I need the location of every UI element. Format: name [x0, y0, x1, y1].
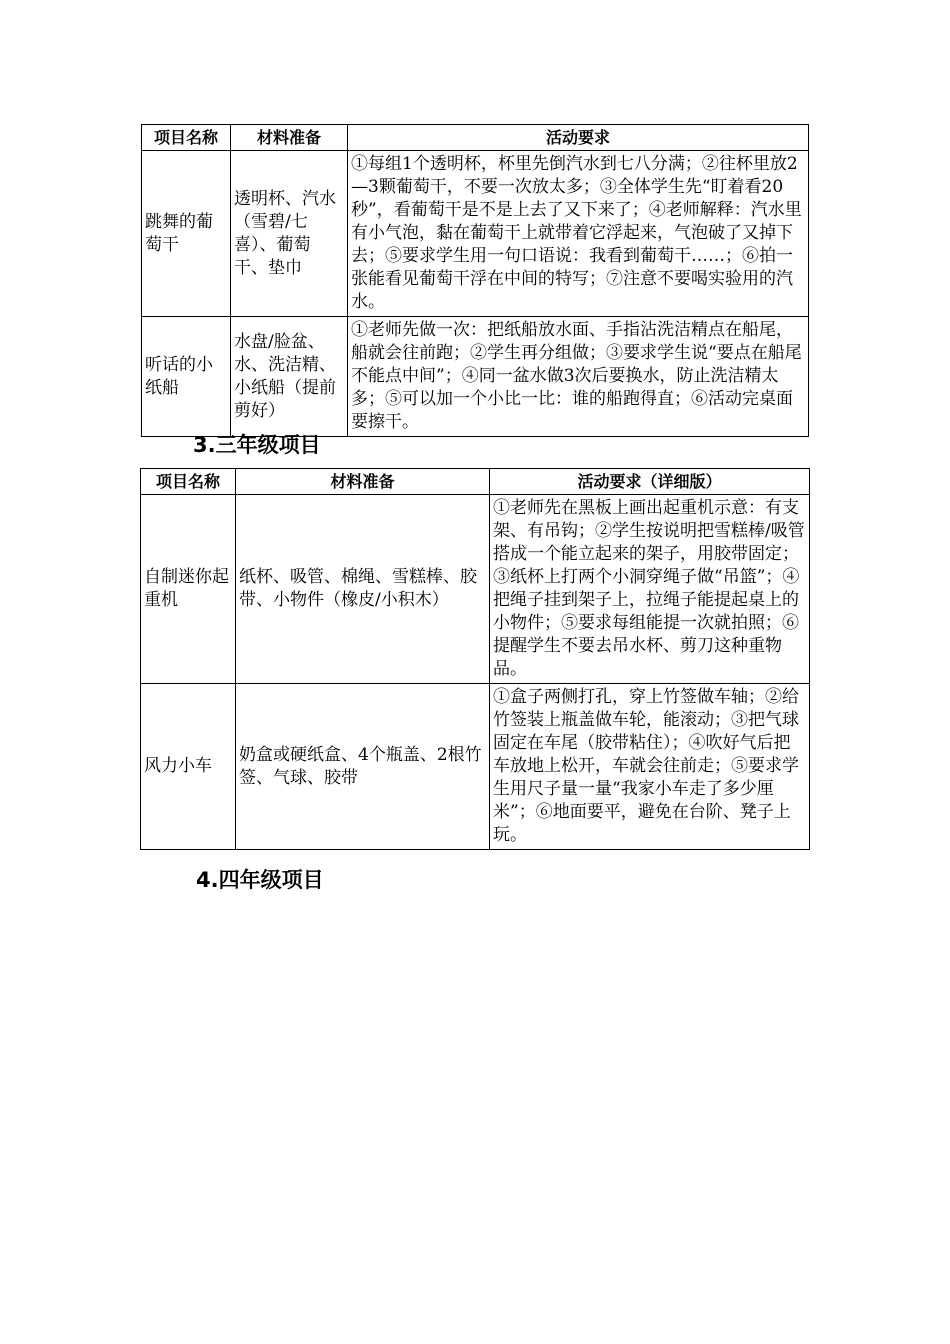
project-requirements: ①老师先在黑板上画出起重机示意：有支架、有吊钩；②学生按说明把雪糕棒/吸管搭成一个能立起来的架子，用胶带固定；③纸杯上打两个小洞穿绳子做“吊篮”；④把绳子挂到架子上，拉绳子能提起桌上的小物件；⑤要求每组能提一次就拍照；⑥提醒学生不要去吊水杯、剪刀这种重物品。 [490, 495, 810, 684]
header-requirements: 活动要求（详细版） [490, 469, 810, 495]
table-row [142, 317, 809, 437]
table-header-row [141, 469, 810, 495]
table-row [141, 684, 810, 850]
grade3-projects-table [140, 468, 810, 850]
header-materials: 材料准备 [231, 125, 348, 151]
project-requirements: ①每组1个透明杯，杯里先倒汽水到七八分满；②往杯里放2—3颗葡萄干，不要一次放太多；③全体学生先“盯着看20秒”，看葡萄干是不是上去了又下来了；④老师解释：汽水里有小气泡，黏在葡萄干上就带着它浮起来，气泡破了又掉下去；⑤要求学生用一句口语说：我看到葡萄干……；⑥拍一张能看见葡萄干浮在中间的特写；⑦注意不要喝实验用的汽水。 [348, 151, 809, 317]
project-name: 自制迷你起重机 [141, 495, 236, 684]
project-name: 风力小车 [141, 684, 236, 850]
project-requirements: ①盒子两侧打孔，穿上竹签做车轴；②给竹签装上瓶盖做车轮，能滚动；③把气球固定在车尾（胶带粘住）；④吹好气后把车放地上松开，车就会往前走；⑤要求学生用尺子量一量“我家小车走了多少厘米”；⑥地面要平，避免在台阶、凳子上玩。 [490, 684, 810, 850]
section-heading-grade3: 3.三年级项目 [193, 433, 321, 457]
project-name: 听话的小纸船 [142, 317, 231, 437]
table-row [141, 495, 810, 684]
header-requirements: 活动要求 [348, 125, 809, 151]
table-row [142, 151, 809, 317]
grade2-projects-table [141, 124, 809, 437]
project-requirements: ①老师先做一次：把纸船放水面、手指沾洗洁精点在船尾，船就会往前跑；②学生再分组做；③要求学生说“要点在船尾不能点中间”；④同一盆水做3次后要换水，防止洗洁精太多；⑤可以加一个小比一比：谁的船跑得直；⑥活动完桌面要擦干。 [348, 317, 809, 437]
header-project-name: 项目名称 [141, 469, 236, 495]
project-materials: 水盘/脸盆、水、洗洁精、小纸船（提前剪好） [231, 317, 348, 437]
project-materials: 透明杯、汽水（雪碧/七喜）、葡萄干、垫巾 [231, 151, 348, 317]
project-materials: 奶盒或硬纸盒、4个瓶盖、2根竹签、气球、胶带 [236, 684, 490, 850]
header-materials: 材料准备 [236, 469, 490, 495]
table-header-row [142, 125, 809, 151]
project-name: 跳舞的葡萄干 [142, 151, 231, 317]
header-project-name: 项目名称 [142, 125, 231, 151]
project-materials: 纸杯、吸管、棉绳、雪糕棒、胶带、小物件（橡皮/小积木） [236, 495, 490, 684]
section-heading-grade4: 4.四年级项目 [196, 868, 324, 892]
